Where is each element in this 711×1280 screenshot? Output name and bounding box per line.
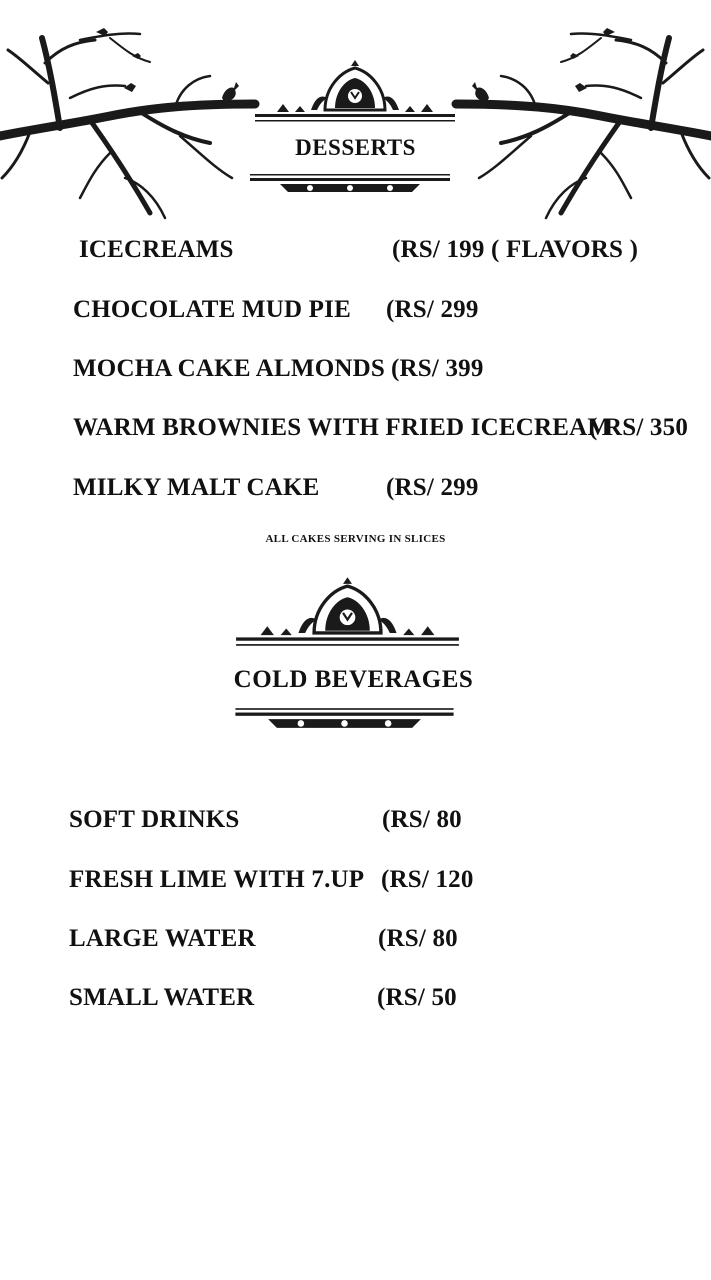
menu-item-name: MILKY MALT CAKE [73, 474, 320, 501]
menu-item-price: (RS/ 199 ( FLAVORS ) [392, 236, 639, 263]
menu-item-price: (RS/ 299 [386, 296, 479, 323]
menu-item-price: (RS/ 299 [386, 474, 479, 501]
menu-item-name: SMALL WATER [69, 984, 255, 1011]
ornamental-divider-icon [250, 172, 450, 194]
ornamental-crest-icon [235, 575, 460, 653]
menu-item-name: ICECREAMS [79, 236, 234, 263]
menu-item-name: WARM BROWNIES WITH FRIED ICECREAM [73, 414, 612, 441]
ornamental-divider-icon [232, 706, 457, 730]
menu-item-name: LARGE WATER [69, 925, 256, 952]
desserts-note: ALL CAKES SERVING IN SLICES [265, 533, 446, 545]
menu-item-price: (RS/ 50 [377, 984, 457, 1011]
ornamental-crest-icon [255, 58, 455, 128]
tree-branch-right-icon [451, 28, 711, 228]
menu-item-price: (RS/ 80 [382, 806, 462, 833]
menu-item-price: (RS/ 120 [381, 866, 474, 893]
menu-item-name: SOFT DRINKS [69, 806, 240, 833]
menu-item-price: (RS/ 80 [378, 925, 458, 952]
menu-item-price: ( RS/ 350 [589, 414, 689, 441]
menu-item-name: CHOCOLATE MUD PIE [73, 296, 351, 323]
menu-item-name: MOCHA CAKE ALMONDS [73, 355, 385, 382]
tree-branch-left-icon [0, 28, 260, 228]
desserts-title: DESSERTS [295, 135, 416, 160]
cold-beverages-title: COLD BEVERAGES [233, 666, 474, 693]
menu-item-name: FRESH LIME WITH 7.UP [69, 866, 365, 893]
menu-item-price: (RS/ 399 [391, 355, 484, 382]
